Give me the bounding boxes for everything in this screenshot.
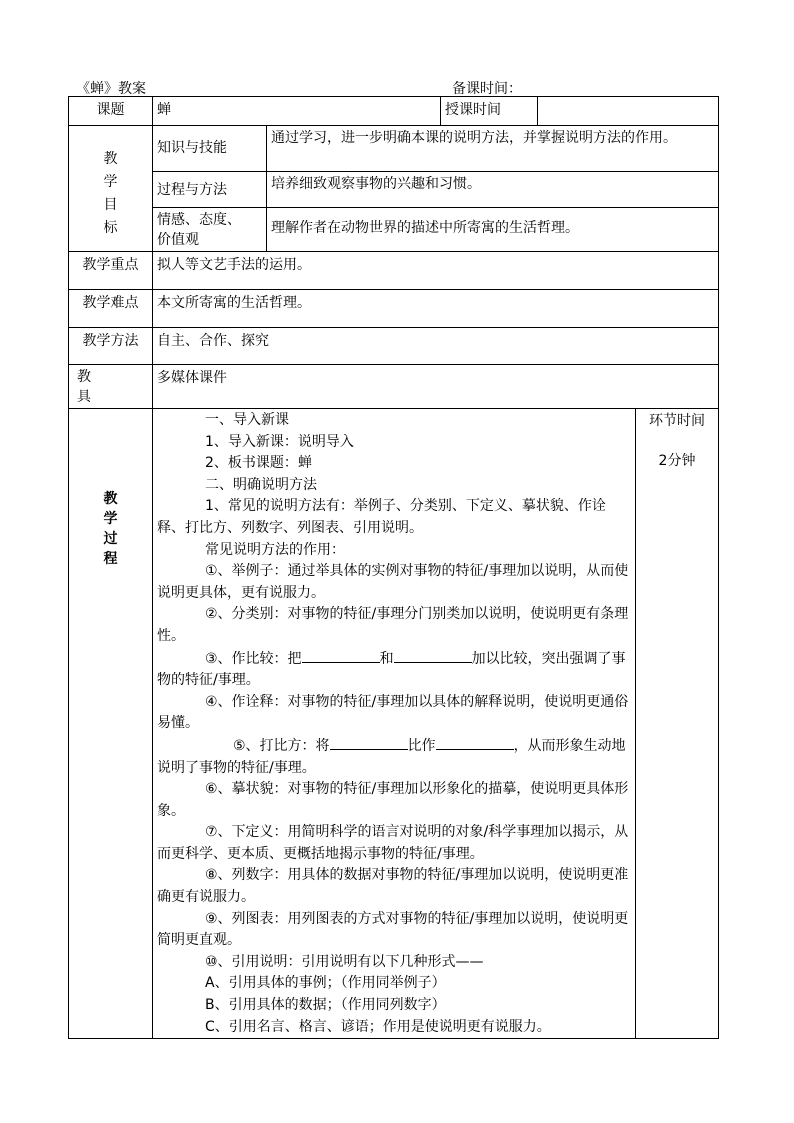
doc-title: 《蝉》教案 bbox=[76, 81, 146, 97]
process-line: ⑩、引用说明：引用说明有以下几种形式—— bbox=[205, 953, 484, 970]
compare-text-b: 和 bbox=[379, 650, 394, 667]
tools-value: 多媒体课件 bbox=[153, 365, 719, 409]
fill-blank[interactable] bbox=[436, 735, 514, 750]
process-line: 一、导入新课 bbox=[205, 412, 289, 428]
row-difficulty bbox=[69, 290, 719, 328]
process-line: ①、举例子：通过举具体的实例对事物的特征/事理加以说明，从而使说明更具体，更有说服力。 bbox=[157, 563, 629, 601]
process-line-metaphor bbox=[157, 735, 632, 779]
goals-label-char: 目 bbox=[103, 197, 118, 213]
document-header bbox=[76, 78, 726, 96]
goal-name-emotion bbox=[153, 208, 267, 252]
compare-text-a: ③、作比较：把 bbox=[205, 650, 302, 667]
process-line: 常见说明方法的作用： bbox=[205, 541, 345, 558]
row-goal-knowledge bbox=[69, 126, 719, 172]
difficulty-value: 本文所寄寓的生活哲理。 bbox=[153, 290, 719, 328]
process-line: 二、明确说明方法 bbox=[205, 476, 317, 493]
process-label-char: 学 bbox=[103, 511, 118, 527]
time-header: 环节时间 bbox=[649, 413, 705, 429]
row-method bbox=[69, 328, 719, 365]
teaching-time-label: 授课时间 bbox=[441, 97, 538, 126]
lesson-plan-table bbox=[68, 96, 719, 1039]
fill-blank[interactable] bbox=[302, 648, 380, 663]
goal-text-knowledge: 通过学习，进一步明确本课的说明方法，并掌握说明方法的作用。 bbox=[267, 126, 719, 172]
process-line-compare bbox=[157, 648, 632, 692]
goal-name-emotion-line2: 价值观 bbox=[157, 232, 199, 248]
method-label: 教学方法 bbox=[69, 328, 153, 365]
metaphor-text-a: ⑤、打比方：将 bbox=[233, 737, 330, 754]
metaphor-text-b: 比作 bbox=[407, 737, 436, 754]
tools-label-line2: 具 bbox=[77, 389, 91, 405]
row-process bbox=[69, 409, 719, 1039]
process-line: ⑧、列数字：用具体的数据对事物的特征/事理加以说明，使说明更准确更有说服力。 bbox=[157, 867, 629, 906]
process-time-col bbox=[636, 409, 719, 1039]
process-line: 2、板书课题：蝉 bbox=[205, 455, 312, 472]
goals-label-char: 教 bbox=[103, 151, 118, 167]
row-topic bbox=[69, 97, 719, 126]
process-label bbox=[69, 409, 153, 1039]
fill-blank[interactable] bbox=[394, 648, 472, 663]
process-line: ②、分类别：对事物的特征/事理分门别类加以说明，使说明更有条理性。 bbox=[157, 606, 629, 644]
topic-value: 蝉 bbox=[153, 97, 441, 126]
tools-label bbox=[69, 365, 153, 409]
teaching-time-value bbox=[538, 97, 719, 126]
difficulty-label: 教学难点 bbox=[69, 290, 153, 328]
goal-name-emotion-line1: 情感、态度、 bbox=[157, 212, 241, 228]
tools-label-line1: 教 bbox=[77, 369, 91, 385]
row-key-point bbox=[69, 252, 719, 290]
goal-text-process: 培养细致观察事物的兴趣和习惯。 bbox=[267, 172, 719, 208]
process-line: ⑨、列图表：用列图表的方式对事物的特征/事理加以说明，使说明更简明更直观。 bbox=[157, 910, 629, 949]
compare-text-c: 加以比较，突出强调了事物的特征/事理。 bbox=[157, 650, 626, 689]
process-label-char: 过 bbox=[103, 531, 118, 547]
key-point-label: 教学重点 bbox=[69, 252, 153, 290]
process-label-char: 程 bbox=[103, 551, 118, 567]
topic-label: 课题 bbox=[69, 97, 153, 126]
goals-label bbox=[69, 126, 153, 252]
process-line: B、引用具体的数据；（作用同列数字） bbox=[205, 997, 446, 1014]
process-line: C、引用名言、格言、谚语；作用是使说明更有说服力。 bbox=[205, 1018, 551, 1035]
process-line: ⑥、摹状貌：对事物的特征/事理加以形象化的描摹，使说明更具体形象。 bbox=[157, 781, 629, 819]
key-point-value: 拟人等文艺手法的运用。 bbox=[153, 252, 719, 290]
row-goal-emotion bbox=[69, 208, 719, 252]
metaphor-text-c: ，从而形象生动地说明了事物的特征/事理。 bbox=[157, 737, 626, 776]
goal-name-knowledge: 知识与技能 bbox=[153, 126, 267, 172]
process-line: 1、常见的说明方法有：举例子、分类别、下定义、摹状貌、作诠释、打比方、列数字、列图表、引用说明。 bbox=[157, 498, 606, 536]
goals-label-char: 学 bbox=[103, 174, 118, 190]
process-content bbox=[153, 409, 636, 1039]
process-line: ④、作诠释：对事物的特征/事理加以具体的解释说明，使说明更通俗易懂。 bbox=[157, 693, 629, 732]
prep-time-label: 备课时间： bbox=[452, 81, 522, 97]
process-line: 1、导入新课：说明导入 bbox=[205, 433, 354, 450]
process-line: A、引用具体的事例；（作用同举例子） bbox=[205, 975, 446, 992]
goal-name-process: 过程与方法 bbox=[153, 172, 267, 208]
time-value: 2分钟 bbox=[658, 453, 696, 469]
goal-text-emotion: 理解作者在动物世界的描述中所寄寓的生活哲理。 bbox=[267, 208, 719, 252]
method-value: 自主、合作、探究 bbox=[153, 328, 719, 365]
row-goal-process bbox=[69, 172, 719, 208]
process-label-char: 教 bbox=[103, 491, 118, 507]
row-tools bbox=[69, 365, 719, 409]
fill-blank[interactable] bbox=[330, 735, 408, 750]
goals-label-char: 标 bbox=[103, 220, 118, 236]
process-line: ⑦、下定义：用简明科学的语言对说明的对象/科学事理加以揭示，从而更科学、更本质、更概括地揭示事物的特征/事理。 bbox=[157, 824, 629, 862]
